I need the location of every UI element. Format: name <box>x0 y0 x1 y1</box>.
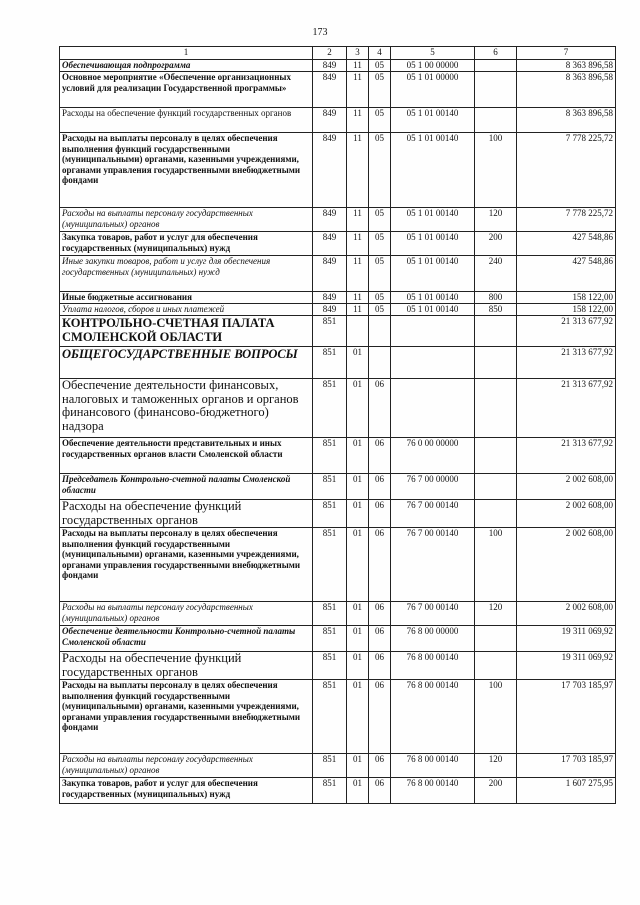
row-section-code: 01 <box>347 754 369 778</box>
row-amount: 17 703 185,97 <box>517 680 616 754</box>
row-name: ОБЩЕГОСУДАРСТВЕННЫЕ ВОПРОСЫ <box>60 347 313 379</box>
row-subsection-code <box>369 347 391 379</box>
row-subsection-code: 05 <box>369 133 391 208</box>
row-section-code: 01 <box>347 626 369 652</box>
row-amount: 19 311 069,92 <box>517 626 616 652</box>
table-row <box>60 474 616 500</box>
table-row <box>60 778 616 804</box>
budget-table <box>59 46 616 804</box>
row-ministry-code: 851 <box>313 474 347 500</box>
row-expense-type <box>475 347 517 379</box>
row-ministry-code: 851 <box>313 754 347 778</box>
row-ministry-code: 851 <box>313 347 347 379</box>
header-col-6: 6 <box>475 47 517 60</box>
row-subsection-code: 05 <box>369 232 391 256</box>
row-target-code: 05 1 01 00140 <box>391 108 475 133</box>
row-section-code: 11 <box>347 232 369 256</box>
row-target-code: 05 1 01 00140 <box>391 208 475 232</box>
page-number: 173 <box>312 27 328 38</box>
row-section-code: 11 <box>347 60 369 72</box>
table-row <box>60 347 616 379</box>
row-ministry-code: 849 <box>313 292 347 304</box>
row-name: Расходы на выплаты персоналу в целях обеспечения выполнения функций государственными (муниципальными) органами, казенными учреждениями, органами управления государственными внебюджетными фондами <box>60 528 313 602</box>
row-section-code: 01 <box>347 602 369 626</box>
row-target-code: 05 1 01 00140 <box>391 133 475 208</box>
row-target-code <box>391 379 475 438</box>
row-expense-type <box>475 500 517 528</box>
row-name: Расходы на выплаты персоналу в целях обеспечения выполнения функций государственными (муниципальными) органами, казенными учреждениями, органами управления государственными внебюджетными фондами <box>60 133 313 208</box>
table-row <box>60 72 616 108</box>
row-subsection-code: 05 <box>369 208 391 232</box>
row-amount: 427 548,86 <box>517 256 616 292</box>
row-section-code: 11 <box>347 72 369 108</box>
row-expense-type <box>475 60 517 72</box>
row-subsection-code: 06 <box>369 602 391 626</box>
row-section-code: 11 <box>347 108 369 133</box>
row-subsection-code: 06 <box>369 500 391 528</box>
row-amount: 8 363 896,58 <box>517 108 616 133</box>
table-row <box>60 680 616 754</box>
table-row <box>60 652 616 680</box>
row-target-code: 76 7 00 00140 <box>391 602 475 626</box>
table-row <box>60 626 616 652</box>
row-target-code <box>391 316 475 347</box>
row-subsection-code: 06 <box>369 754 391 778</box>
row-section-code: 01 <box>347 528 369 602</box>
row-amount: 21 313 677,92 <box>517 347 616 379</box>
row-expense-type: 120 <box>475 754 517 778</box>
row-subsection-code: 06 <box>369 652 391 680</box>
row-expense-type: 850 <box>475 304 517 316</box>
row-expense-type: 100 <box>475 528 517 602</box>
row-name: Расходы на обеспечение функций государственных органов <box>60 652 313 680</box>
row-ministry-code: 849 <box>313 304 347 316</box>
row-name: Закупка товаров, работ и услуг для обеспечения государственных (муниципальных) нужд <box>60 778 313 804</box>
row-name: Обеспечивающая подпрограмма <box>60 60 313 72</box>
header-col-3: 3 <box>347 47 369 60</box>
row-subsection-code: 06 <box>369 379 391 438</box>
row-name: Иные закупки товаров, работ и услуг для обеспечения государственных (муниципальных) нужд <box>60 256 313 292</box>
row-section-code: 01 <box>347 500 369 528</box>
row-name: Расходы на выплаты персоналу в целях обеспечения выполнения функций государственными (муниципальными) органами, казенными учреждениями, органами управления государственными внебюджетными фондами <box>60 680 313 754</box>
row-expense-type: 100 <box>475 133 517 208</box>
row-ministry-code: 849 <box>313 256 347 292</box>
table-row <box>60 528 616 602</box>
row-expense-type: 800 <box>475 292 517 304</box>
row-amount: 158 122,00 <box>517 292 616 304</box>
table-row <box>60 500 616 528</box>
row-amount: 7 778 225,72 <box>517 208 616 232</box>
row-target-code: 05 1 01 00140 <box>391 292 475 304</box>
row-section-code <box>347 316 369 347</box>
row-name: Закупка товаров, работ и услуг для обеспечения государственных (муниципальных) нужд <box>60 232 313 256</box>
row-name: Обеспечение деятельности финансовых, налоговых и таможенных органов и органов финансового (финансово-бюджетного) надзора <box>60 379 313 438</box>
row-name: КОНТРОЛЬНО-СЧЕТНАЯ ПАЛАТА СМОЛЕНСКОЙ ОБЛАСТИ <box>60 316 313 347</box>
row-section-code: 01 <box>347 652 369 680</box>
row-ministry-code: 849 <box>313 108 347 133</box>
row-amount: 17 703 185,97 <box>517 754 616 778</box>
table-row <box>60 60 616 72</box>
row-target-code: 05 1 01 00000 <box>391 72 475 108</box>
row-expense-type <box>475 652 517 680</box>
row-expense-type <box>475 108 517 133</box>
row-target-code: 76 0 00 00000 <box>391 438 475 474</box>
header-col-2: 2 <box>313 47 347 60</box>
row-amount: 2 002 608,00 <box>517 500 616 528</box>
row-amount: 2 002 608,00 <box>517 474 616 500</box>
table-row <box>60 292 616 304</box>
row-target-code <box>391 347 475 379</box>
table-row <box>60 232 616 256</box>
row-expense-type <box>475 438 517 474</box>
row-ministry-code: 851 <box>313 500 347 528</box>
row-ministry-code: 849 <box>313 60 347 72</box>
table-row <box>60 133 616 208</box>
row-target-code: 05 1 01 00140 <box>391 304 475 316</box>
row-section-code: 01 <box>347 347 369 379</box>
row-section-code: 01 <box>347 379 369 438</box>
row-name: Иные бюджетные ассигнования <box>60 292 313 304</box>
row-expense-type: 200 <box>475 232 517 256</box>
row-amount: 158 122,00 <box>517 304 616 316</box>
row-target-code: 76 8 00 00140 <box>391 652 475 680</box>
row-ministry-code: 849 <box>313 72 347 108</box>
row-expense-type: 240 <box>475 256 517 292</box>
row-name: Расходы на обеспечение функций государственных органов <box>60 500 313 528</box>
row-section-code: 11 <box>347 292 369 304</box>
row-name: Расходы на выплаты персоналу государственных (муниципальных) органов <box>60 602 313 626</box>
row-subsection-code: 06 <box>369 626 391 652</box>
row-target-code: 76 8 00 00140 <box>391 778 475 804</box>
table-body <box>60 60 616 804</box>
row-expense-type <box>475 626 517 652</box>
header-col-4: 4 <box>369 47 391 60</box>
row-target-code: 05 1 00 00000 <box>391 60 475 72</box>
row-amount: 2 002 608,00 <box>517 602 616 626</box>
row-name: Расходы на обеспечение функций государственных органов <box>60 108 313 133</box>
row-ministry-code: 851 <box>313 528 347 602</box>
table-row <box>60 379 616 438</box>
row-name: Обеспечение деятельности Контрольно-счетной палаты Смоленской области <box>60 626 313 652</box>
row-expense-type: 100 <box>475 680 517 754</box>
row-ministry-code: 851 <box>313 778 347 804</box>
table-row <box>60 754 616 778</box>
row-ministry-code: 849 <box>313 208 347 232</box>
row-amount: 2 002 608,00 <box>517 528 616 602</box>
header-col-7: 7 <box>517 47 616 60</box>
row-name: Уплата налогов, сборов и иных платежей <box>60 304 313 316</box>
row-target-code: 76 8 00 00140 <box>391 680 475 754</box>
row-amount: 21 313 677,92 <box>517 379 616 438</box>
row-section-code: 11 <box>347 256 369 292</box>
row-subsection-code: 06 <box>369 474 391 500</box>
row-expense-type <box>475 316 517 347</box>
row-target-code: 76 8 00 00000 <box>391 626 475 652</box>
row-amount: 21 313 677,92 <box>517 316 616 347</box>
row-ministry-code: 851 <box>313 316 347 347</box>
row-subsection-code: 05 <box>369 60 391 72</box>
row-subsection-code: 06 <box>369 528 391 602</box>
row-section-code: 01 <box>347 474 369 500</box>
row-subsection-code: 05 <box>369 304 391 316</box>
row-ministry-code: 851 <box>313 379 347 438</box>
row-ministry-code: 851 <box>313 680 347 754</box>
row-section-code: 01 <box>347 680 369 754</box>
row-name: Председатель Контрольно-счетной палаты Смоленской области <box>60 474 313 500</box>
row-amount: 1 607 275,95 <box>517 778 616 804</box>
row-subsection-code: 06 <box>369 438 391 474</box>
row-section-code: 11 <box>347 304 369 316</box>
row-expense-type: 200 <box>475 778 517 804</box>
row-ministry-code: 851 <box>313 626 347 652</box>
row-amount: 19 311 069,92 <box>517 652 616 680</box>
row-subsection-code: 06 <box>369 680 391 754</box>
row-subsection-code: 05 <box>369 108 391 133</box>
header-col-5: 5 <box>391 47 475 60</box>
row-target-code: 05 1 01 00140 <box>391 232 475 256</box>
table-row <box>60 208 616 232</box>
row-section-code: 11 <box>347 208 369 232</box>
table-row <box>60 316 616 347</box>
row-subsection-code: 06 <box>369 778 391 804</box>
row-expense-type <box>475 72 517 108</box>
table-row <box>60 304 616 316</box>
row-ministry-code: 849 <box>313 232 347 256</box>
row-subsection-code <box>369 316 391 347</box>
row-target-code: 76 7 00 00140 <box>391 528 475 602</box>
row-section-code: 11 <box>347 133 369 208</box>
row-ministry-code: 851 <box>313 438 347 474</box>
row-name: Расходы на выплаты персоналу государственных (муниципальных) органов <box>60 208 313 232</box>
header-col-1: 1 <box>60 47 313 60</box>
row-target-code: 76 8 00 00140 <box>391 754 475 778</box>
row-name: Обеспечение деятельности представительных и иных государственных органов власти Смоленской области <box>60 438 313 474</box>
row-name: Расходы на выплаты персоналу государственных (муниципальных) органов <box>60 754 313 778</box>
row-amount: 7 778 225,72 <box>517 133 616 208</box>
row-amount: 427 548,86 <box>517 232 616 256</box>
row-section-code: 01 <box>347 438 369 474</box>
row-expense-type <box>475 379 517 438</box>
header-row <box>60 47 616 60</box>
row-expense-type: 120 <box>475 208 517 232</box>
row-section-code: 01 <box>347 778 369 804</box>
row-ministry-code: 849 <box>313 133 347 208</box>
row-target-code: 76 7 00 00000 <box>391 474 475 500</box>
table-row <box>60 438 616 474</box>
row-subsection-code: 05 <box>369 292 391 304</box>
row-expense-type: 120 <box>475 602 517 626</box>
row-amount: 21 313 677,92 <box>517 438 616 474</box>
row-expense-type <box>475 474 517 500</box>
row-subsection-code: 05 <box>369 72 391 108</box>
row-amount: 8 363 896,58 <box>517 72 616 108</box>
row-name: Основное мероприятие «Обеспечение организационных условий для реализации Государственной программы» <box>60 72 313 108</box>
row-subsection-code: 05 <box>369 256 391 292</box>
row-target-code: 76 7 00 00140 <box>391 500 475 528</box>
table-row <box>60 602 616 626</box>
table-row <box>60 256 616 292</box>
row-ministry-code: 851 <box>313 652 347 680</box>
table-row <box>60 108 616 133</box>
row-amount: 8 363 896,58 <box>517 60 616 72</box>
row-target-code: 05 1 01 00140 <box>391 256 475 292</box>
row-ministry-code: 851 <box>313 602 347 626</box>
